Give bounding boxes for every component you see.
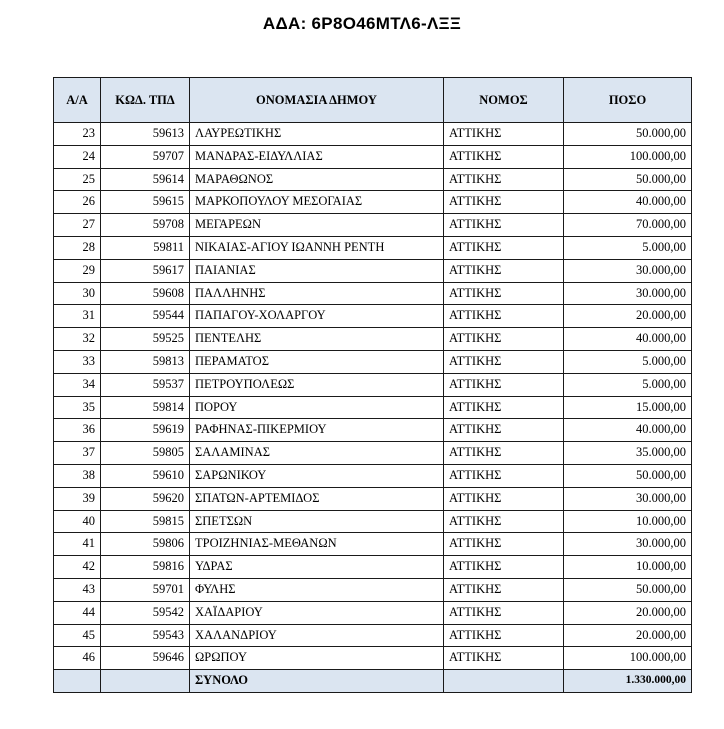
prefecture-cell: ΑΤΤΙΚΗΣ bbox=[444, 396, 564, 419]
column-header-code: ΚΩΔ. ΤΠΔ bbox=[101, 78, 190, 123]
total-empty-cell bbox=[54, 670, 101, 693]
row-number-cell: 46 bbox=[54, 647, 101, 670]
code-cell: 59620 bbox=[101, 487, 190, 510]
prefecture-cell: ΑΤΤΙΚΗΣ bbox=[444, 373, 564, 396]
amount-cell: 50.000,00 bbox=[564, 464, 692, 487]
code-cell: 59806 bbox=[101, 533, 190, 556]
row-number-cell: 24 bbox=[54, 145, 101, 168]
table-row bbox=[54, 396, 692, 419]
prefecture-cell: ΑΤΤΙΚΗΣ bbox=[444, 259, 564, 282]
row-number-cell: 30 bbox=[54, 282, 101, 305]
municipality-cell: ΡΑΦΗΝΑΣ-ΠΙΚΕΡΜΙΟΥ bbox=[190, 419, 444, 442]
table-row bbox=[54, 442, 692, 465]
row-number-cell: 42 bbox=[54, 556, 101, 579]
amount-cell: 30.000,00 bbox=[564, 533, 692, 556]
table-row bbox=[54, 259, 692, 282]
table-row bbox=[54, 647, 692, 670]
total-row bbox=[54, 670, 692, 693]
code-cell: 59542 bbox=[101, 601, 190, 624]
row-number-cell: 27 bbox=[54, 214, 101, 237]
prefecture-cell: ΑΤΤΙΚΗΣ bbox=[444, 464, 564, 487]
header-row bbox=[54, 78, 692, 123]
prefecture-cell: ΑΤΤΙΚΗΣ bbox=[444, 214, 564, 237]
amount-cell: 10.000,00 bbox=[564, 556, 692, 579]
amount-cell: 70.000,00 bbox=[564, 214, 692, 237]
code-cell: 59816 bbox=[101, 556, 190, 579]
prefecture-cell: ΑΤΤΙΚΗΣ bbox=[444, 123, 564, 146]
municipality-cell: ΧΑΪΔΑΡΙΟΥ bbox=[190, 601, 444, 624]
row-number-cell: 39 bbox=[54, 487, 101, 510]
municipality-cell: ΛΑΥΡΕΩΤΙΚΗΣ bbox=[190, 123, 444, 146]
amount-cell: 100.000,00 bbox=[564, 145, 692, 168]
code-cell: 59805 bbox=[101, 442, 190, 465]
amount-cell: 40.000,00 bbox=[564, 191, 692, 214]
amount-cell: 10.000,00 bbox=[564, 510, 692, 533]
prefecture-cell: ΑΤΤΙΚΗΣ bbox=[444, 145, 564, 168]
row-number-cell: 35 bbox=[54, 396, 101, 419]
amount-cell: 100.000,00 bbox=[564, 647, 692, 670]
municipality-cell: ΜΑΡΑΘΩΝΟΣ bbox=[190, 168, 444, 191]
row-number-cell: 40 bbox=[54, 510, 101, 533]
table-row bbox=[54, 123, 692, 146]
code-cell: 59617 bbox=[101, 259, 190, 282]
municipality-cell: ΣΑΡΩΝΙΚΟΥ bbox=[190, 464, 444, 487]
code-cell: 59811 bbox=[101, 236, 190, 259]
column-header-amount: ΠΟΣΟ bbox=[564, 78, 692, 123]
prefecture-cell: ΑΤΤΙΚΗΣ bbox=[444, 350, 564, 373]
table-row bbox=[54, 533, 692, 556]
municipality-cell: ΦΥΛΗΣ bbox=[190, 578, 444, 601]
prefecture-cell: ΑΤΤΙΚΗΣ bbox=[444, 647, 564, 670]
prefecture-cell: ΑΤΤΙΚΗΣ bbox=[444, 487, 564, 510]
code-cell: 59610 bbox=[101, 464, 190, 487]
total-empty-cell bbox=[444, 670, 564, 693]
prefecture-cell: ΑΤΤΙΚΗΣ bbox=[444, 191, 564, 214]
total-amount: 1.330.000,00 bbox=[564, 670, 692, 693]
table-row bbox=[54, 168, 692, 191]
table-row bbox=[54, 328, 692, 351]
table-header bbox=[54, 78, 692, 123]
amount-cell: 15.000,00 bbox=[564, 396, 692, 419]
row-number-cell: 23 bbox=[54, 123, 101, 146]
code-cell: 59815 bbox=[101, 510, 190, 533]
prefecture-cell: ΑΤΤΙΚΗΣ bbox=[444, 419, 564, 442]
code-cell: 59814 bbox=[101, 396, 190, 419]
municipality-cell: ΜΕΓΑΡΕΩΝ bbox=[190, 214, 444, 237]
amount-cell: 5.000,00 bbox=[564, 350, 692, 373]
column-header-municipality: ΟΝΟΜΑΣΙΑ ΔΗΜΟΥ bbox=[190, 78, 444, 123]
amount-cell: 40.000,00 bbox=[564, 419, 692, 442]
code-cell: 59701 bbox=[101, 578, 190, 601]
table-row bbox=[54, 510, 692, 533]
table-row bbox=[54, 214, 692, 237]
municipality-cell: ΜΑΝΔΡΑΣ-ΕΙΔΥΛΛΙΑΣ bbox=[190, 145, 444, 168]
municipality-cell: ΩΡΩΠΟΥ bbox=[190, 647, 444, 670]
municipality-cell: ΣΠΕΤΣΩΝ bbox=[190, 510, 444, 533]
row-number-cell: 26 bbox=[54, 191, 101, 214]
table-row bbox=[54, 601, 692, 624]
municipality-cell: ΝΙΚΑΙΑΣ-ΑΓΙΟΥ ΙΩΑΝΝΗ ΡΕΝΤΗ bbox=[190, 236, 444, 259]
municipality-cell: ΠΕΡΑΜΑΤΟΣ bbox=[190, 350, 444, 373]
amount-cell: 50.000,00 bbox=[564, 168, 692, 191]
prefecture-cell: ΑΤΤΙΚΗΣ bbox=[444, 328, 564, 351]
code-cell: 59608 bbox=[101, 282, 190, 305]
prefecture-cell: ΑΤΤΙΚΗΣ bbox=[444, 168, 564, 191]
code-cell: 59537 bbox=[101, 373, 190, 396]
code-cell: 59614 bbox=[101, 168, 190, 191]
code-cell: 59646 bbox=[101, 647, 190, 670]
municipality-cell: ΠΕΤΡΟΥΠΟΛΕΩΣ bbox=[190, 373, 444, 396]
row-number-cell: 33 bbox=[54, 350, 101, 373]
amount-cell: 30.000,00 bbox=[564, 259, 692, 282]
row-number-cell: 41 bbox=[54, 533, 101, 556]
row-number-cell: 29 bbox=[54, 259, 101, 282]
municipality-cell: ΠΕΝΤΕΛΗΣ bbox=[190, 328, 444, 351]
column-header-aa: Α/Α bbox=[54, 78, 101, 123]
code-cell: 59619 bbox=[101, 419, 190, 442]
ada-title: ΑΔΑ: 6Ρ8Ο46ΜΤΛ6-ΛΞΞ bbox=[262, 14, 462, 33]
amount-cell: 30.000,00 bbox=[564, 487, 692, 510]
table-row bbox=[54, 191, 692, 214]
table-row bbox=[54, 373, 692, 396]
municipality-cell: ΤΡΟΙΖΗΝΙΑΣ-ΜΕΘΑΝΩΝ bbox=[190, 533, 444, 556]
prefecture-cell: ΑΤΤΙΚΗΣ bbox=[444, 236, 564, 259]
code-cell: 59707 bbox=[101, 145, 190, 168]
prefecture-cell: ΑΤΤΙΚΗΣ bbox=[444, 510, 564, 533]
municipality-cell: ΧΑΛΑΝΔΡΙΟΥ bbox=[190, 624, 444, 647]
amount-cell: 50.000,00 bbox=[564, 578, 692, 601]
table-row bbox=[54, 578, 692, 601]
municipality-cell: ΣΠΑΤΩΝ-ΑΡΤΕΜΙΔΟΣ bbox=[190, 487, 444, 510]
prefecture-cell: ΑΤΤΙΚΗΣ bbox=[444, 556, 564, 579]
amount-cell: 40.000,00 bbox=[564, 328, 692, 351]
table-row bbox=[54, 236, 692, 259]
table-row bbox=[54, 556, 692, 579]
row-number-cell: 38 bbox=[54, 464, 101, 487]
amount-cell: 20.000,00 bbox=[564, 305, 692, 328]
municipality-cell: ΠΑΠΑΓΟΥ-ΧΟΛΑΡΓΟΥ bbox=[190, 305, 444, 328]
prefecture-cell: ΑΤΤΙΚΗΣ bbox=[444, 624, 564, 647]
row-number-cell: 32 bbox=[54, 328, 101, 351]
code-cell: 59615 bbox=[101, 191, 190, 214]
row-number-cell: 37 bbox=[54, 442, 101, 465]
code-cell: 59613 bbox=[101, 123, 190, 146]
row-number-cell: 45 bbox=[54, 624, 101, 647]
table-row bbox=[54, 350, 692, 373]
amount-cell: 20.000,00 bbox=[564, 624, 692, 647]
amount-cell: 20.000,00 bbox=[564, 601, 692, 624]
code-cell: 59544 bbox=[101, 305, 190, 328]
total-empty-cell bbox=[101, 670, 190, 693]
table-row bbox=[54, 282, 692, 305]
row-number-cell: 43 bbox=[54, 578, 101, 601]
total-label: ΣΥΝΟΛΟ bbox=[190, 670, 444, 693]
row-number-cell: 36 bbox=[54, 419, 101, 442]
amount-cell: 50.000,00 bbox=[564, 123, 692, 146]
table-row bbox=[54, 464, 692, 487]
table-row bbox=[54, 624, 692, 647]
code-cell: 59708 bbox=[101, 214, 190, 237]
prefecture-cell: ΑΤΤΙΚΗΣ bbox=[444, 282, 564, 305]
row-number-cell: 31 bbox=[54, 305, 101, 328]
amount-cell: 35.000,00 bbox=[564, 442, 692, 465]
amount-cell: 30.000,00 bbox=[564, 282, 692, 305]
table-body bbox=[54, 123, 692, 693]
column-header-prefecture: ΝΟΜΟΣ bbox=[444, 78, 564, 123]
municipality-cell: ΜΑΡΚΟΠΟΥΛΟΥ ΜΕΣΟΓΑΙΑΣ bbox=[190, 191, 444, 214]
prefecture-cell: ΑΤΤΙΚΗΣ bbox=[444, 578, 564, 601]
code-cell: 59543 bbox=[101, 624, 190, 647]
table-row bbox=[54, 145, 692, 168]
row-number-cell: 44 bbox=[54, 601, 101, 624]
row-number-cell: 28 bbox=[54, 236, 101, 259]
prefecture-cell: ΑΤΤΙΚΗΣ bbox=[444, 305, 564, 328]
code-cell: 59813 bbox=[101, 350, 190, 373]
table-row bbox=[54, 419, 692, 442]
municipality-cell: ΠΑΙΑΝΙΑΣ bbox=[190, 259, 444, 282]
municipality-cell: ΠΑΛΛΗΝΗΣ bbox=[190, 282, 444, 305]
row-number-cell: 25 bbox=[54, 168, 101, 191]
prefecture-cell: ΑΤΤΙΚΗΣ bbox=[444, 601, 564, 624]
amount-cell: 5.000,00 bbox=[564, 236, 692, 259]
table-row bbox=[54, 487, 692, 510]
municipality-cell: ΥΔΡΑΣ bbox=[190, 556, 444, 579]
table-row bbox=[54, 305, 692, 328]
prefecture-cell: ΑΤΤΙΚΗΣ bbox=[444, 533, 564, 556]
prefecture-cell: ΑΤΤΙΚΗΣ bbox=[444, 442, 564, 465]
code-cell: 59525 bbox=[101, 328, 190, 351]
municipality-cell: ΣΑΛΑΜΙΝΑΣ bbox=[190, 442, 444, 465]
amount-cell: 5.000,00 bbox=[564, 373, 692, 396]
municipality-cell: ΠΟΡΟΥ bbox=[190, 396, 444, 419]
row-number-cell: 34 bbox=[54, 373, 101, 396]
municipalities-table bbox=[53, 77, 692, 693]
